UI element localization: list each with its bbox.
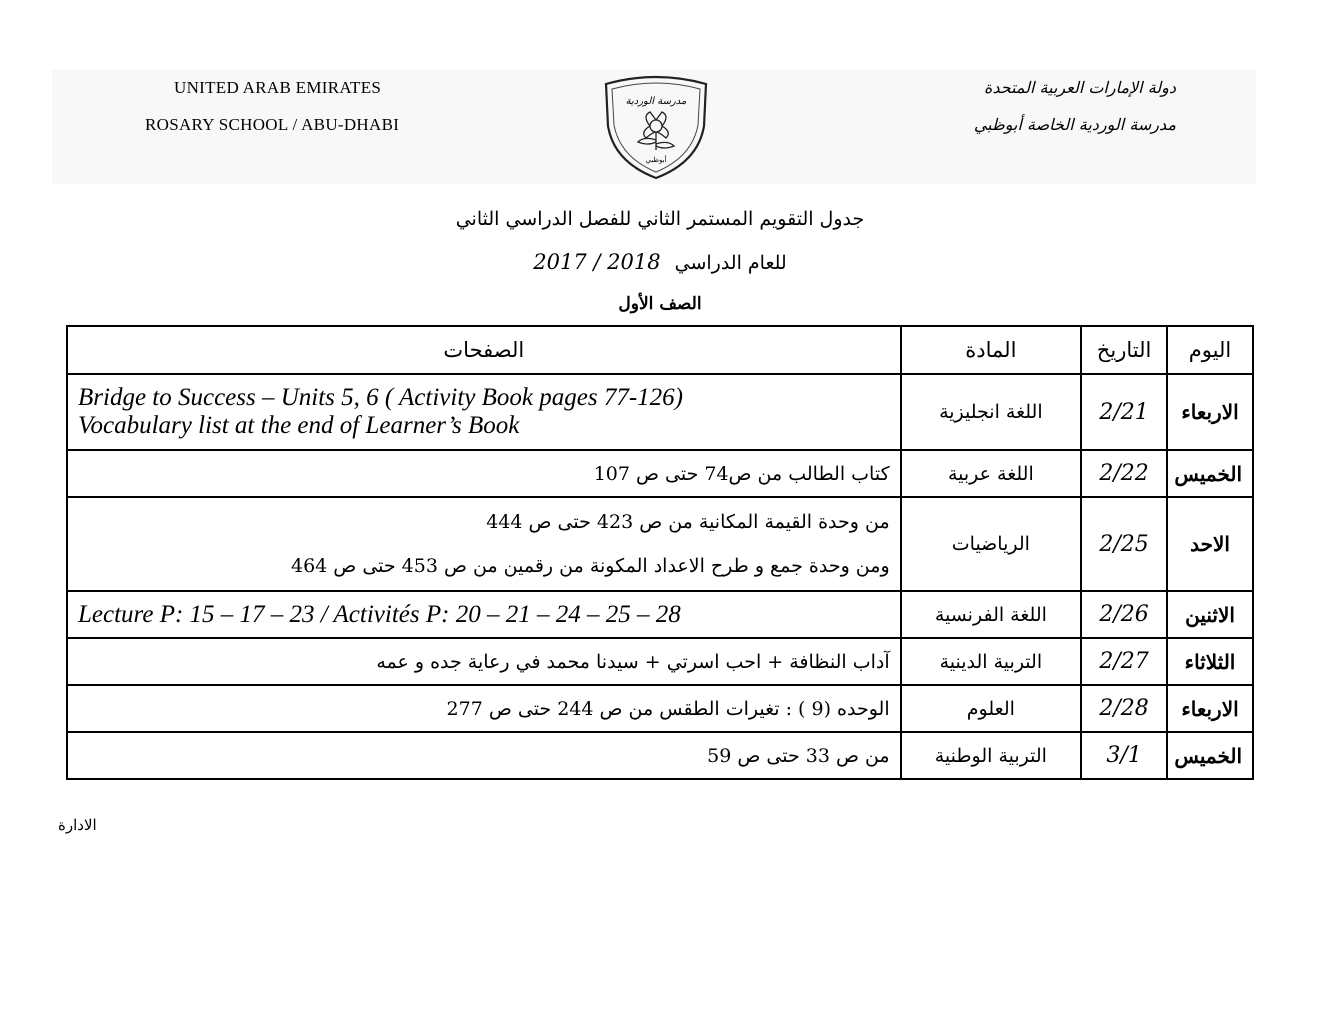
header-en-country: UNITED ARAB EMIRATES	[174, 78, 382, 97]
grade-title: الصف الأول	[618, 294, 702, 314]
table-row	[67, 685, 1253, 732]
table-row	[67, 450, 1253, 497]
table-row	[67, 591, 1253, 638]
date-cell: 3/1	[1081, 732, 1167, 779]
header-en-school: ROSARY SCHOOL / ABU-DHABI	[145, 115, 400, 134]
day-cell: الخميس	[1167, 450, 1253, 497]
day-cell: الاربعاء	[1167, 374, 1253, 450]
date-cell: 2/21	[1081, 374, 1167, 450]
pages-line: من وحدة القيمة المكانية من ص 423 حتى ص 444	[486, 511, 890, 533]
subject-cell: العلوم	[901, 685, 1081, 732]
table-row	[67, 374, 1253, 450]
pages-cell	[67, 497, 901, 591]
header-subject: المادة	[901, 326, 1081, 374]
day-cell: الاربعاء	[1167, 685, 1253, 732]
date-cell: 2/22	[1081, 450, 1167, 497]
table-row	[67, 732, 1253, 779]
pages-line: كتاب الطالب من ص74 حتى ص 107	[593, 462, 890, 485]
logo-city: أبوظبي	[645, 156, 667, 164]
pages-line: آداب النظافة + احب اسرتي + سيدنا محمد في رعاية جده و عمه	[376, 650, 890, 673]
header-date: التاريخ	[1081, 326, 1167, 374]
date-cell: 2/28	[1081, 685, 1167, 732]
date-cell: 2/25	[1081, 497, 1167, 591]
subject-cell: التربية الوطنية	[901, 732, 1081, 779]
date-cell: 2/26	[1081, 591, 1167, 638]
year-label: للعام الدراسي	[674, 252, 787, 274]
pages-line: الوحده (9 ) : تغيرات الطقس من ص 244 حتى ص 277	[446, 697, 890, 720]
pages-line: Bridge to Success – Units 5, 6 ( Activity Book pages 77-126)	[78, 384, 683, 411]
academic-year	[0, 250, 1320, 274]
subject-cell: اللغة الفرنسية	[901, 591, 1081, 638]
subject-cell: اللغة انجليزية	[901, 374, 1081, 450]
year-value: 2017 / 2018	[533, 250, 661, 274]
pages-cell	[67, 450, 901, 497]
header-ar-country: دولة الإمارات العربية المتحدة	[983, 78, 1176, 97]
pages-cell	[67, 732, 901, 779]
day-cell: الخميس	[1167, 732, 1253, 779]
subject-cell: الرياضيات	[901, 497, 1081, 591]
school-crest-logo	[598, 74, 714, 180]
pages-cell	[67, 591, 901, 638]
pages-line: ومن وحدة جمع و طرح الاعداد المكونة من رقمين من ص 453 حتى ص 464	[291, 555, 890, 577]
day-cell: الثلاثاء	[1167, 638, 1253, 685]
pages-line: Lecture P: 15 – 17 – 23 / Activités P: 20 – 21 – 24 – 25 – 28	[78, 600, 681, 628]
header-ar-school: مدرسة الوردية الخاصة أبوظبي	[973, 115, 1176, 134]
pages-cell	[67, 374, 901, 450]
pages-line: Vocabulary list at the end of Learner’s Book	[78, 412, 520, 439]
table-row	[67, 638, 1253, 685]
subject-cell: التربية الدينية	[901, 638, 1081, 685]
rose-icon	[638, 112, 674, 150]
footer-signature: الادارة	[58, 816, 97, 834]
pages-cell	[67, 638, 901, 685]
header-pages: الصفحات	[67, 326, 901, 374]
date-cell: 2/27	[1081, 638, 1167, 685]
header-day: اليوم	[1167, 326, 1253, 374]
subject-cell: اللغة عربية	[901, 450, 1081, 497]
day-cell: الاحد	[1167, 497, 1253, 591]
logo-school-name: مدرسة الوردية	[625, 96, 687, 107]
schedule-table	[66, 325, 1254, 780]
pages-cell	[67, 685, 901, 732]
table-header-row	[67, 326, 1253, 374]
page-title: جدول التقويم المستمر الثاني للفصل الدراسي الثاني	[455, 208, 865, 230]
pages-line: من ص 33 حتى ص 59	[707, 744, 890, 767]
day-cell: الاثنين	[1167, 591, 1253, 638]
table-row	[67, 497, 1253, 591]
